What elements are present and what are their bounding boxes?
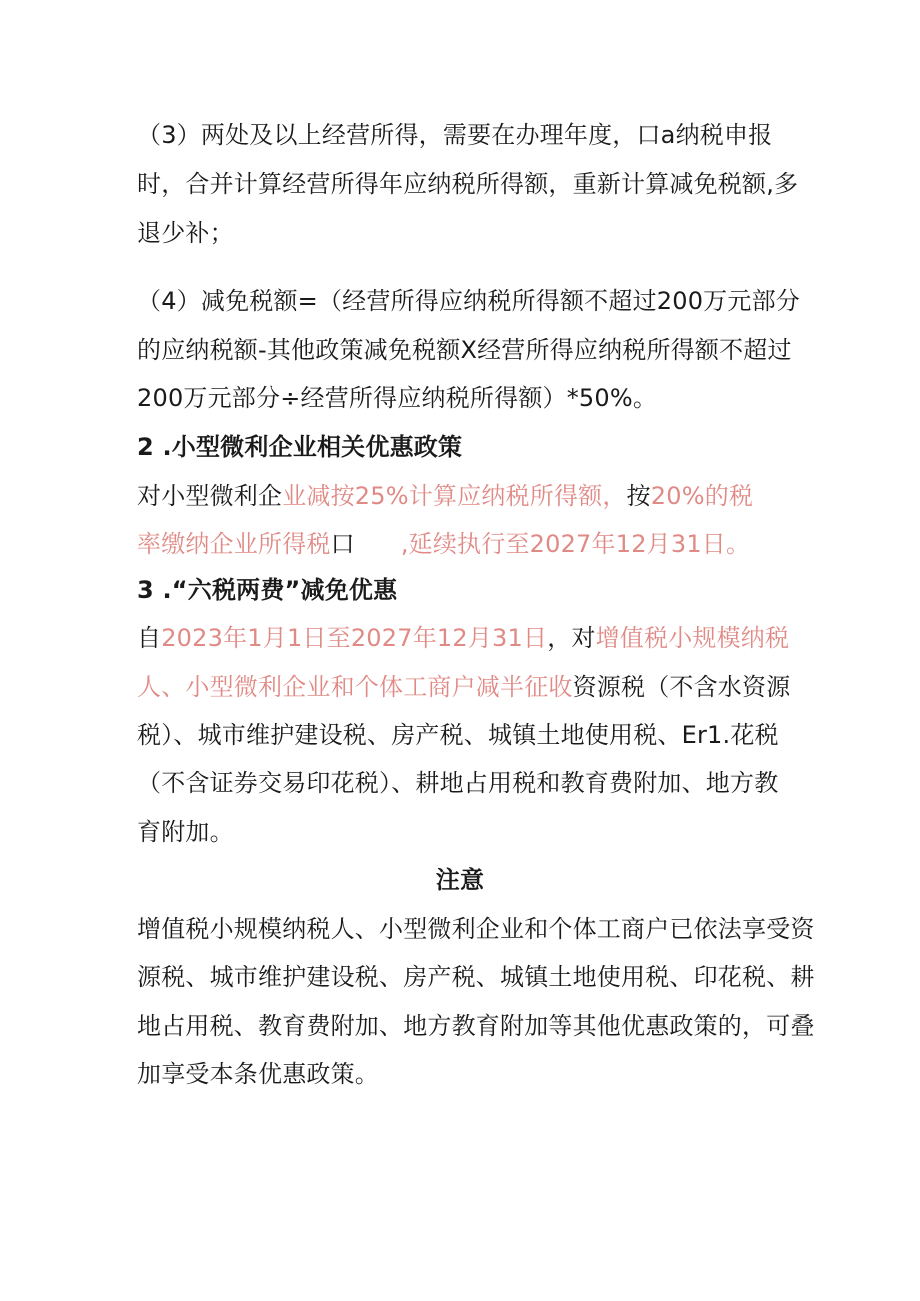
section3-paragraph-line4: （不含证券交易印花税）、耕地占用税和教育费附加、地方教 — [137, 769, 779, 797]
section2-paragraph-line2 — [137, 527, 750, 561]
section2-p1-b: 业减按25%计算应纳税所得额， — [282, 482, 627, 510]
section3-p1-b: 2023年1月1日至2027年12月31日 — [161, 624, 548, 652]
item4-line2: 的应纳税额-其他政策减免税额X经营所得应纳税所得额不超过 — [137, 336, 792, 364]
item4-line1: （4）减免税额=（经营所得应纳税所得额不超过200万元部分 — [137, 287, 800, 315]
section3-paragraph-line2 — [137, 670, 790, 704]
note-line3: 地占用税、教育费附加、地方教育附加等其他优惠政策的，可叠 — [137, 1012, 815, 1040]
section3-p1-a: 自 — [137, 624, 162, 652]
section3-p2-a: 人、小型微利企业和个体工商户减半征收 — [137, 673, 573, 701]
section2-p2-a: 率缴纳企业所得税 — [137, 530, 331, 558]
section2-paragraph-line1 — [137, 479, 753, 513]
section2-heading: 2 .小型微利企业相关优惠政策 — [137, 433, 463, 461]
section3-p1-d: 增值税小规模纳税 — [595, 624, 790, 652]
section2-p1-d: 20%的税 — [650, 482, 754, 510]
item3-line2: 时，合并计算经营所得年应纳税所得额，重新计算减免税额,多 — [137, 170, 799, 198]
section2-p2-b: 口 — [330, 530, 355, 558]
item4-line3: 200万元部分÷经营所得应纳税所得额）*50%。 — [137, 384, 658, 412]
section3-heading: 3 .“六税两费”减免优惠 — [137, 576, 398, 604]
section2-p1-a: 对小型微利企 — [137, 482, 283, 510]
item3-line1: （3）两处及以上经营所得，需要在办理年度，口a纳税申报 — [137, 121, 773, 149]
section2-p2-c: ,延续执行至2027年12月31日。 — [400, 530, 751, 558]
note-line4: 加享受本条优惠政策。 — [137, 1060, 379, 1088]
item3-line3: 退少补； — [137, 219, 234, 247]
note-line1: 增值税小规模纳税人、小型微利企业和个体工商户已依法享受资 — [137, 915, 815, 943]
section2-p1-c: 按 — [626, 482, 651, 510]
note-line2: 源税、城市维护建设税、房产税、城镇土地使用税、印花税、耕 — [137, 963, 815, 991]
section3-paragraph-line3: 税）、城市维护建设税、房产税、城镇土地使用税、Er1.花税 — [137, 721, 779, 749]
note-title: 注意 — [435, 866, 485, 894]
section3-paragraph-line5: 育附加。 — [137, 818, 234, 846]
section3-p2-b: 资源税（不含水资源 — [572, 673, 791, 701]
section3-paragraph-line1 — [137, 621, 789, 655]
section3-p1-c: ，对 — [547, 624, 596, 652]
